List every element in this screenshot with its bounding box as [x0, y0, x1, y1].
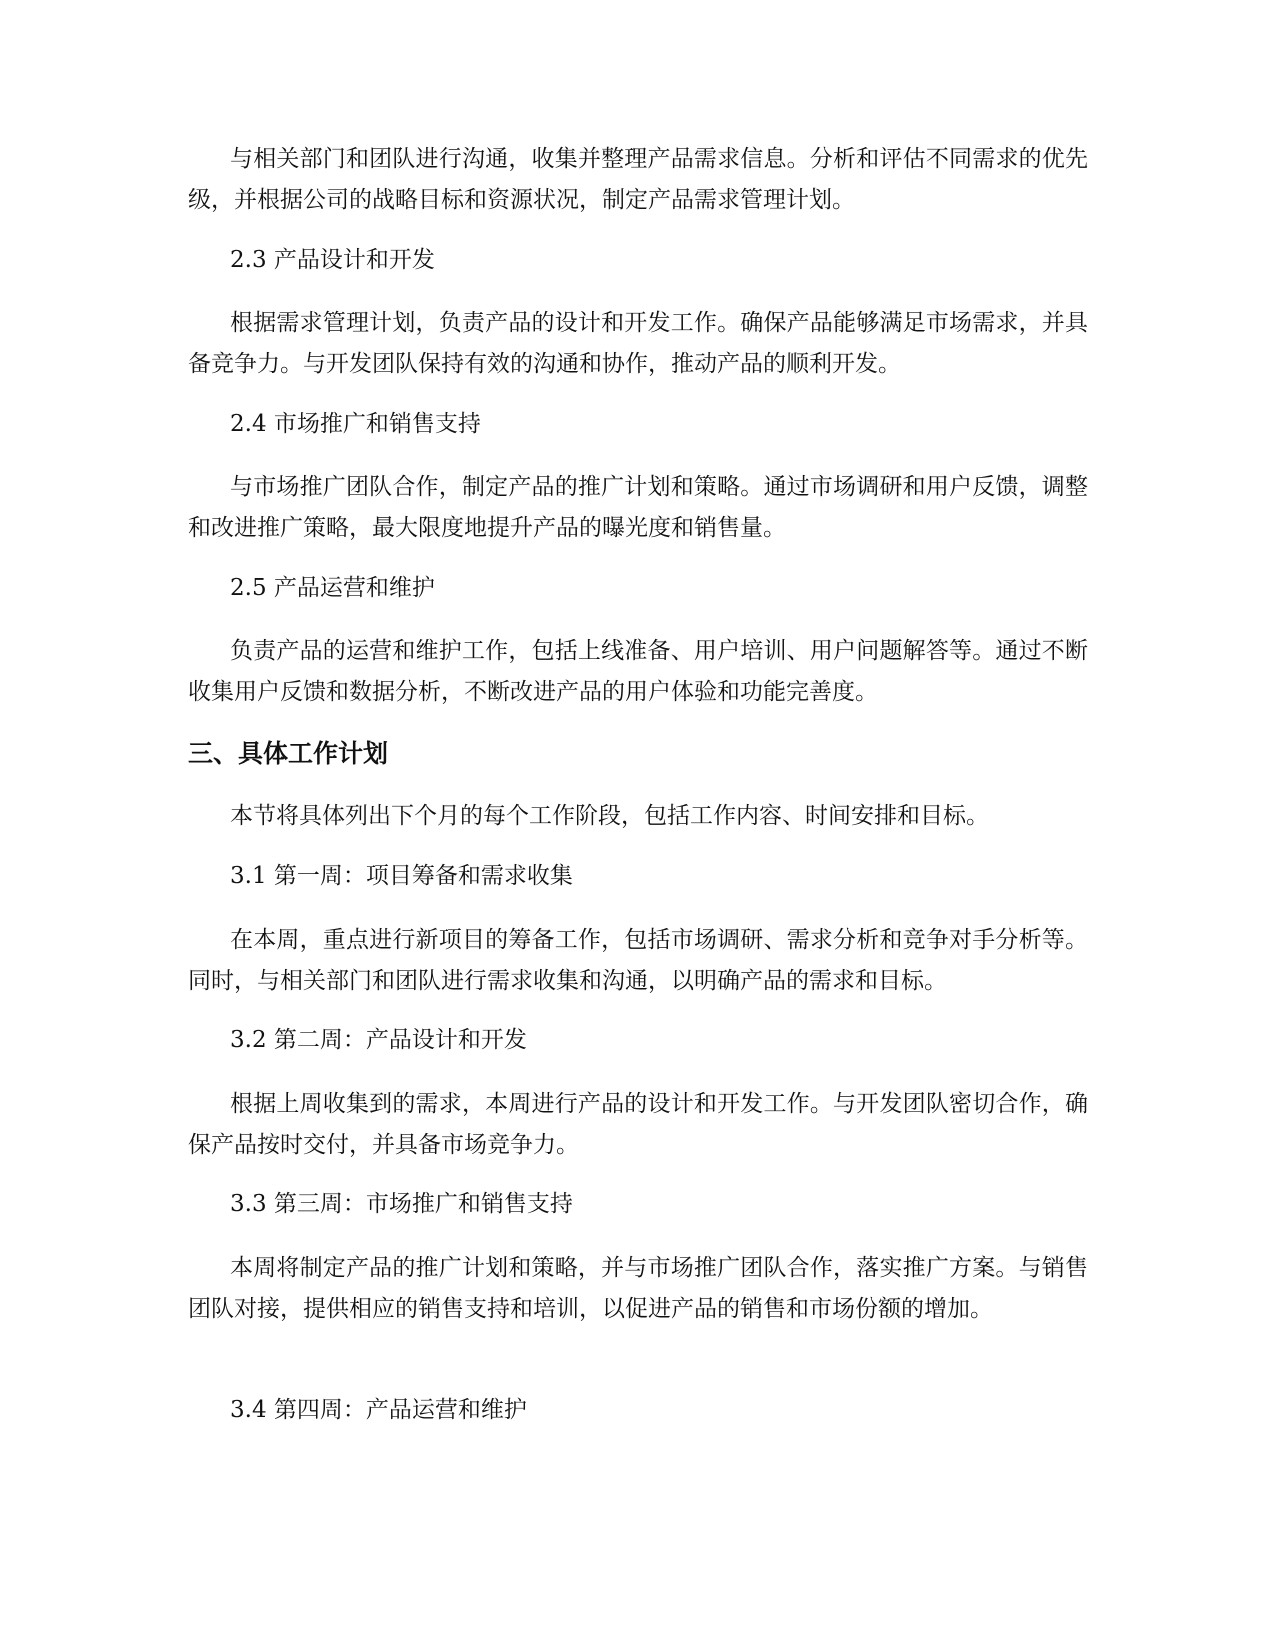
subheading-3-4: 3.4 第四周：产品运营和维护: [230, 1397, 527, 1423]
paragraph-requirements-management: 与相关部门和团队进行沟通，收集并整理产品需求信息。分析和评估不同需求的优先级，并根据公司的战略目标和资源状况，制定产品需求管理计划。: [188, 146, 1088, 213]
section-title-3: 三、具体工作计划: [188, 739, 389, 768]
paragraph-week-2: 根据上周收集到的需求，本周进行产品的设计和开发工作。与开发团队密切合作，确保产品按时交付，并具备市场竞争力。: [188, 1091, 1088, 1158]
subheading-2-4: 2.4 市场推广和销售支持: [230, 411, 481, 437]
subheading-3-1: 3.1 第一周：项目筹备和需求收集: [230, 863, 573, 889]
subheading-2-3: 2.3 产品设计和开发: [230, 247, 435, 273]
paragraph-operations: 负责产品的运营和维护工作，包括上线准备、用户培训、用户问题解答等。通过不断收集用户反馈和数据分析，不断改进产品的用户体验和功能完善度。: [188, 638, 1088, 705]
paragraph-week-1: 在本周，重点进行新项目的筹备工作，包括市场调研、需求分析和竞争对手分析等。同时，与相关部门和团队进行需求收集和沟通，以明确产品的需求和目标。: [188, 927, 1088, 994]
subheading-3-2: 3.2 第二周：产品设计和开发: [230, 1027, 527, 1053]
paragraph-product-design: 根据需求管理计划，负责产品的设计和开发工作。确保产品能够满足市场需求，并具备竞争力。与开发团队保持有效的沟通和协作，推动产品的顺利开发。: [188, 310, 1088, 377]
subheading-2-5: 2.5 产品运营和维护: [230, 575, 435, 601]
paragraph-marketing: 与市场推广团队合作，制定产品的推广计划和策略。通过市场调研和用户反馈，调整和改进推广策略，最大限度地提升产品的曝光度和销售量。: [188, 474, 1088, 541]
subheading-3-3: 3.3 第三周：市场推广和销售支持: [230, 1191, 573, 1217]
paragraph-week-3: 本周将制定产品的推广计划和策略，并与市场推广团队合作，落实推广方案。与销售团队对接，提供相应的销售支持和培训，以促进产品的销售和市场份额的增加。: [188, 1255, 1088, 1322]
paragraph-section-3-intro: 本节将具体列出下个月的每个工作阶段，包括工作内容、时间安排和目标。: [230, 803, 989, 829]
